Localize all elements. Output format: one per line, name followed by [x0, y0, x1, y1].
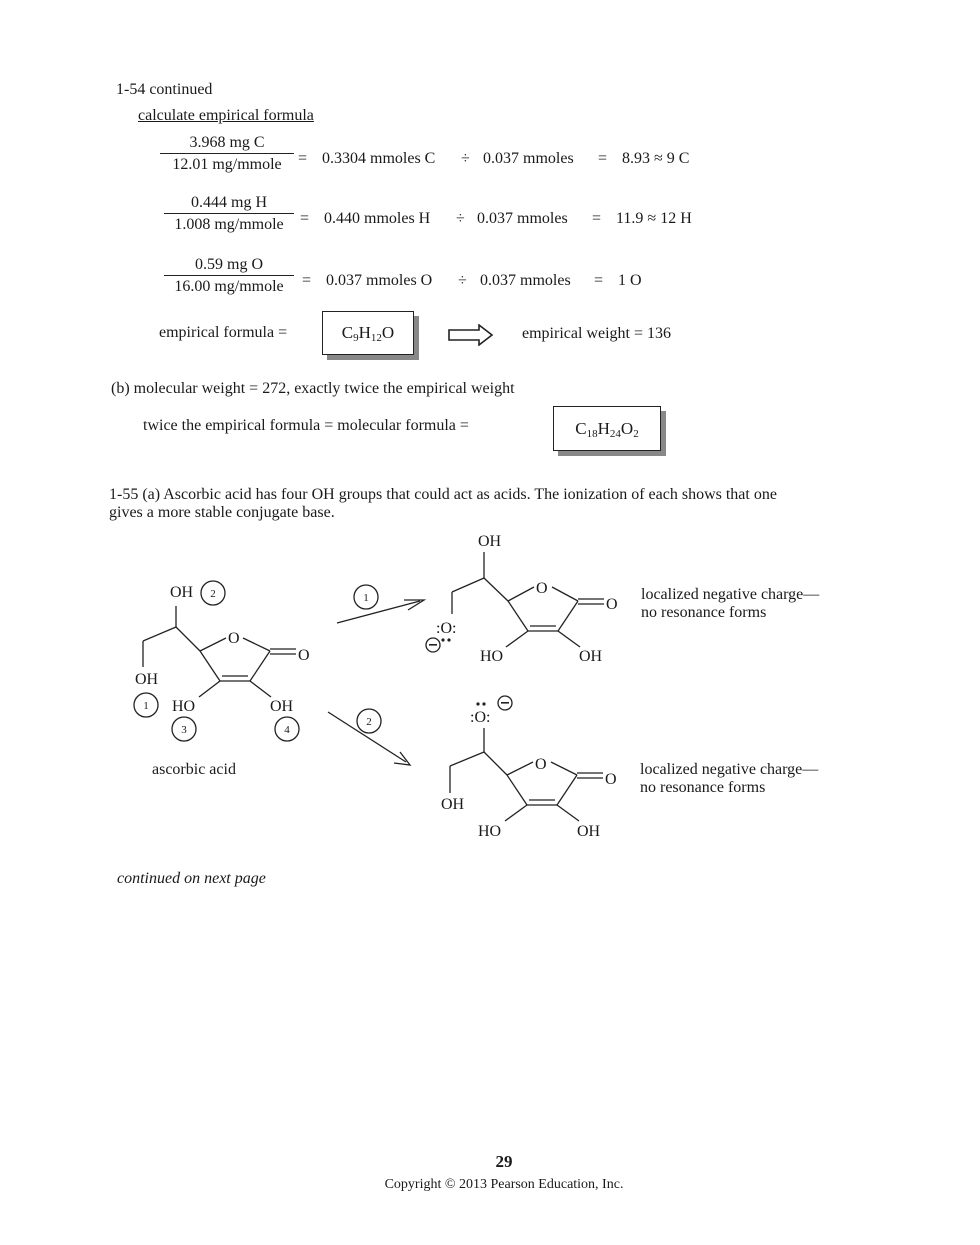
atom-label-o: O: [535, 756, 547, 773]
equals-sign: =: [592, 210, 602, 227]
site-number-2: 2: [210, 588, 216, 600]
continued-note: continued on next page: [117, 870, 266, 887]
problem-55-intro-line1: 1-55 (a) Ascorbic acid has four OH groups that could act as acids. The ionization of each shows that one: [109, 486, 777, 503]
site-number-4: 4: [284, 724, 290, 736]
subscript: 18: [586, 428, 598, 440]
atom-label-oh: OH: [170, 584, 194, 601]
result-value: 11.9 ≈ 12 H: [616, 210, 692, 227]
element-o: O: [381, 323, 395, 342]
element-o: O: [620, 419, 634, 438]
atom-label-oh: OH: [478, 533, 502, 550]
atom-label-oh: OH: [579, 648, 603, 665]
atom-label-ho: HO: [480, 648, 504, 665]
mmoles-value: 0.037 mmoles O: [326, 272, 433, 289]
problem-heading: 1-54 continued: [116, 81, 213, 98]
mmoles-value: 0.440 mmoles H: [324, 210, 431, 227]
divide-sign: ÷: [461, 150, 470, 167]
atom-label-ho: HO: [172, 698, 196, 715]
subscript: 24: [609, 428, 621, 440]
note-1-line2: no resonance forms: [641, 604, 767, 621]
atom-label-oh: OH: [441, 796, 465, 813]
note-2-line1: localized negative charge—: [640, 761, 819, 778]
mmoles-value: 0.3304 mmoles C: [322, 150, 436, 167]
element-c: C: [575, 419, 587, 438]
empirical-weight: empirical weight = 136: [522, 325, 671, 342]
site-number-1: 1: [143, 700, 149, 712]
site-number-3: 3: [181, 724, 187, 736]
result-value: 1 O: [618, 272, 642, 289]
equals-sign: =: [594, 272, 604, 289]
fraction-denominator: 1.008 mg/mmole: [164, 213, 294, 236]
arrow-number-2: 2: [366, 716, 372, 728]
atom-label-oh: OH: [135, 671, 159, 688]
subscript: 12: [370, 332, 382, 344]
copyright-line: Copyright © 2013 Pearson Education, Inc.: [384, 1177, 624, 1192]
atom-label-oh: OH: [577, 823, 601, 840]
atom-label-o: O: [536, 580, 548, 597]
element-c: C: [341, 323, 354, 342]
part-b-line: (b) molecular weight = 272, exactly twice the empirical weight: [111, 380, 515, 397]
equals-sign: =: [598, 150, 608, 167]
equals-sign: =: [298, 150, 308, 167]
atom-label-o-anion: :O:: [470, 709, 491, 726]
fraction-numerator: 0.444 mg H: [191, 194, 267, 211]
result-value: 8.93 ≈ 9 C: [622, 150, 690, 167]
divide-sign: ÷: [458, 272, 467, 289]
subscript: 9: [353, 332, 359, 344]
atom-label-o: O: [298, 647, 310, 664]
divisor-value: 0.037 mmoles: [483, 150, 574, 167]
element-h: H: [358, 323, 371, 342]
section-subheading: calculate empirical formula: [138, 107, 314, 124]
fraction-denominator: 12.01 mg/mmole: [160, 153, 294, 176]
twice-formula-line: twice the empirical formula = molecular formula =: [143, 417, 469, 434]
fraction-numerator: 0.59 mg O: [195, 256, 263, 273]
atom-label-o: O: [606, 596, 618, 613]
atom-label-o-anion: :O:: [436, 620, 457, 637]
atom-label-o: O: [605, 771, 617, 788]
divide-sign: ÷: [456, 210, 465, 227]
fraction-numerator: 3.968 mg C: [189, 134, 265, 151]
element-h: H: [597, 419, 610, 438]
atom-label-oh: OH: [270, 698, 294, 715]
fraction-denominator: 16.00 mg/mmole: [164, 275, 294, 298]
arrow-number-1: 1: [363, 592, 369, 604]
subscript: 2: [633, 428, 639, 440]
note-1-line1: localized negative charge—: [641, 586, 820, 603]
equals-sign: =: [300, 210, 310, 227]
divisor-value: 0.037 mmoles: [477, 210, 568, 227]
equals-sign: =: [302, 272, 312, 289]
divisor-value: 0.037 mmoles: [480, 272, 571, 289]
note-2-line2: no resonance forms: [640, 779, 766, 796]
atom-label-ho: HO: [478, 823, 502, 840]
page-number: 29: [495, 1152, 513, 1171]
empirical-formula-label: empirical formula =: [159, 324, 288, 341]
atom-label-o: O: [228, 630, 240, 647]
problem-55-intro-line2: gives a more stable conjugate base.: [109, 504, 335, 521]
ascorbic-acid-label: ascorbic acid: [152, 761, 236, 778]
